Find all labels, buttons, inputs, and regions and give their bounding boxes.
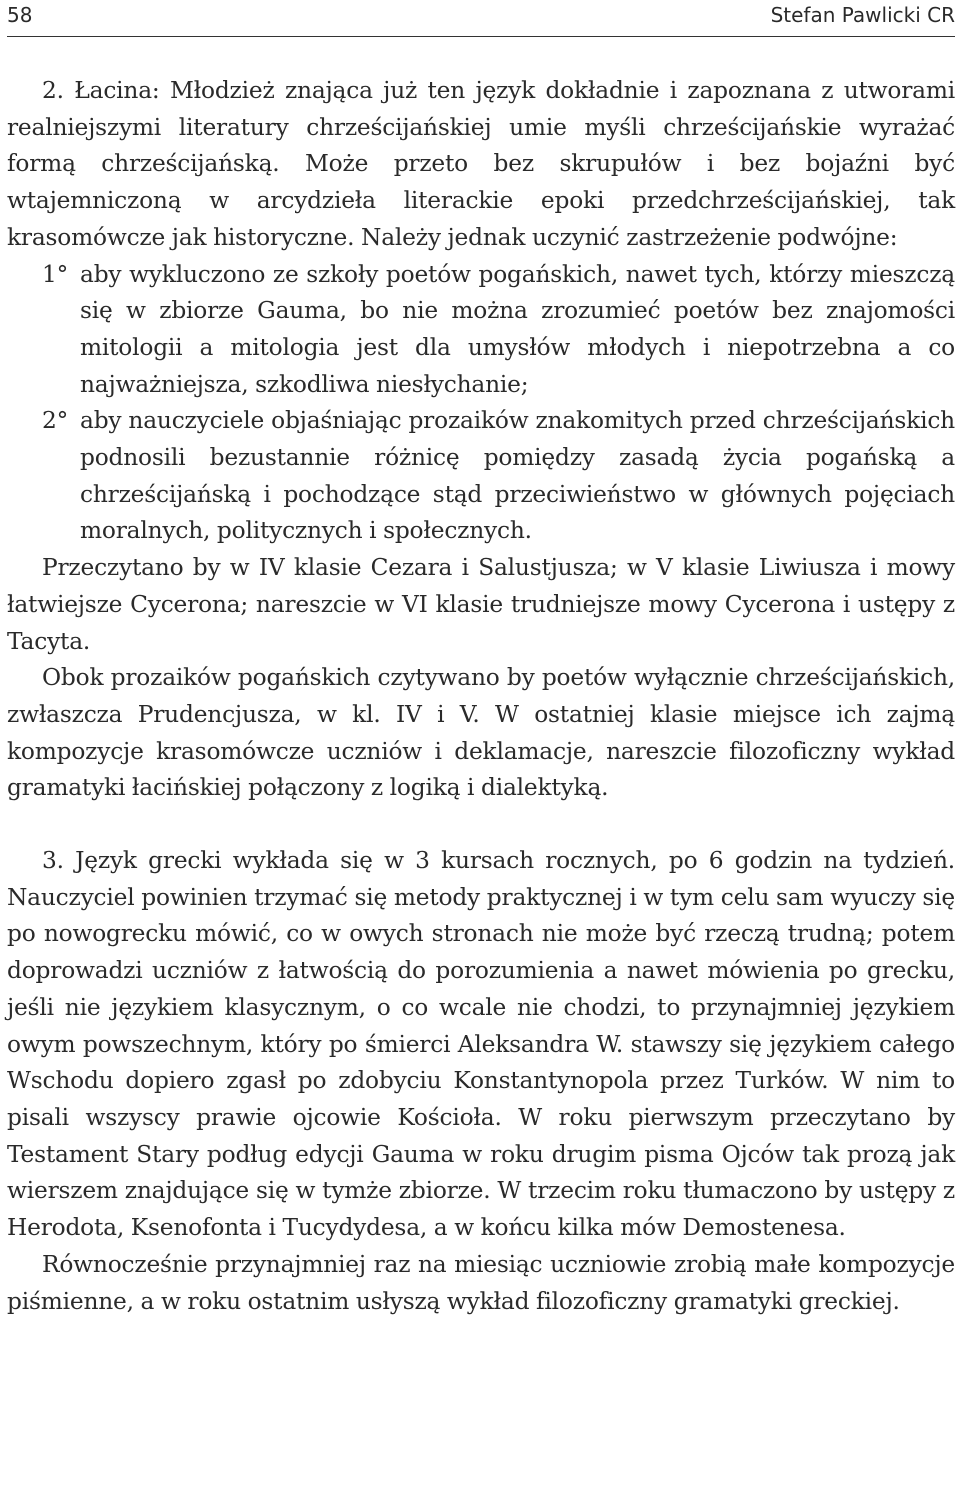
list-number: 2° — [42, 407, 69, 435]
page-body — [7, 73, 955, 1320]
page-number: 58 — [7, 3, 33, 27]
greek-intro-paragraph: 3. Język grecki wykłada się w 3 kursach rocznych, po 6 godzin na tydzień. Nauczyciel powinien trzymać się metody praktycznej i w tym celu sam wyuczy się po nowogrecku mówić, co w owych stronach nie może być rzeczą trudną; potem doprowadzi uczniów z łatwością do porozumienia a nawet mówienia po grecku, jeśli nie językiem klasycznym, o co wcale nie chodzi, to przynajmniej językiem owym powszechnym, który po śmierci Aleksandra W. stawszy się językiem całego Wschodu dopiero zgasł po zdobyciu Konstantynopola przez Turków. W nim to pisali wszyscy prawie ojcowie Kościoła. W roku pierwszym przeczytano by Testament Stary podług edycji Gauma w roku drugim pisma Ojców tak prozą jak wierszem znajdujące się w tymże zbiorze. W trzecim roku tłumaczono by ustępy z Herodota, Ksenofonta i Tucydydesa, a w końcu kilka mów Demostenesa. — [7, 847, 955, 1242]
page-header — [7, 0, 955, 37]
latin-condition-item-2 — [7, 403, 955, 550]
document-page — [7, 0, 955, 1320]
latin-intro-paragraph: 2. Łacina: Młodzież znająca już ten język dokładnie i zapoznana z utworami realniejszymi literatury chrześcijańskiej umie myśli chrześcijańskie wyrażać formą chrześcijańską. Może przeto bez skrupułów i bez bojaźni być wtajemniczoną w arcydzieła literackie epoki przedchrześcijańskiej, tak krasomówcze jak historyczne. Należy jednak uczynić zastrzeżenie podwójne: — [7, 77, 955, 251]
list-number: 1° — [42, 260, 69, 288]
running-title: Stefan Pawlicki CR — [770, 3, 955, 27]
list-item-text: aby nauczyciele objaśniając prozaików znakomitych przed chrześcijańskich podnosili bezustannie różnicę pomiędzy zasadą życia pogańską a chrześcijańską i pochodzące stąd przeciwieństwo w głównych pojęciach moralnych, politycznych i społecznych. — [80, 407, 955, 545]
greek-compositions-paragraph: Równocześnie przynajmniej raz na miesiąc uczniowie zrobią małe kompozycje piśmienne, a w roku ostatnim usłyszą wykład filozoficzny gramatyki greckiej. — [7, 1250, 955, 1315]
latin-reading-paragraph: Przeczytano by w IV klasie Cezara i Salustjusza; w V klasie Liwiusza i mowy łatwiejsze Cycerona; nareszcie w VI klasie trudniejsze mowy Cycerona i ustępy z Tacyta. — [7, 554, 955, 655]
latin-poets-paragraph: Obok prozaików pogańskich czytywano by poetów wyłącznie chrześcijańskich, zwłaszcza Prudencjusza, w kl. IV i V. W ostatniej klasie miejsce ich zajmą kompozycje krasomówcze uczniów i deklamacje, nareszcie filozoficzny wykład gramatyki łacińskiej połączony z logiką i dialektyką. — [7, 664, 955, 802]
section-spacer — [7, 807, 955, 843]
list-item-text: aby wykluczono ze szkoły poetów pogańskich, nawet tych, którzy mieszczą się w zbiorze Gauma, bo nie można zrozumieć poetów bez znajomości mitologii a mitologia jest dla umysłów młodych i niepotrzebna a co najważniejsza, szkodliwa niesłychanie; — [80, 260, 955, 398]
latin-condition-item-1 — [7, 257, 955, 404]
